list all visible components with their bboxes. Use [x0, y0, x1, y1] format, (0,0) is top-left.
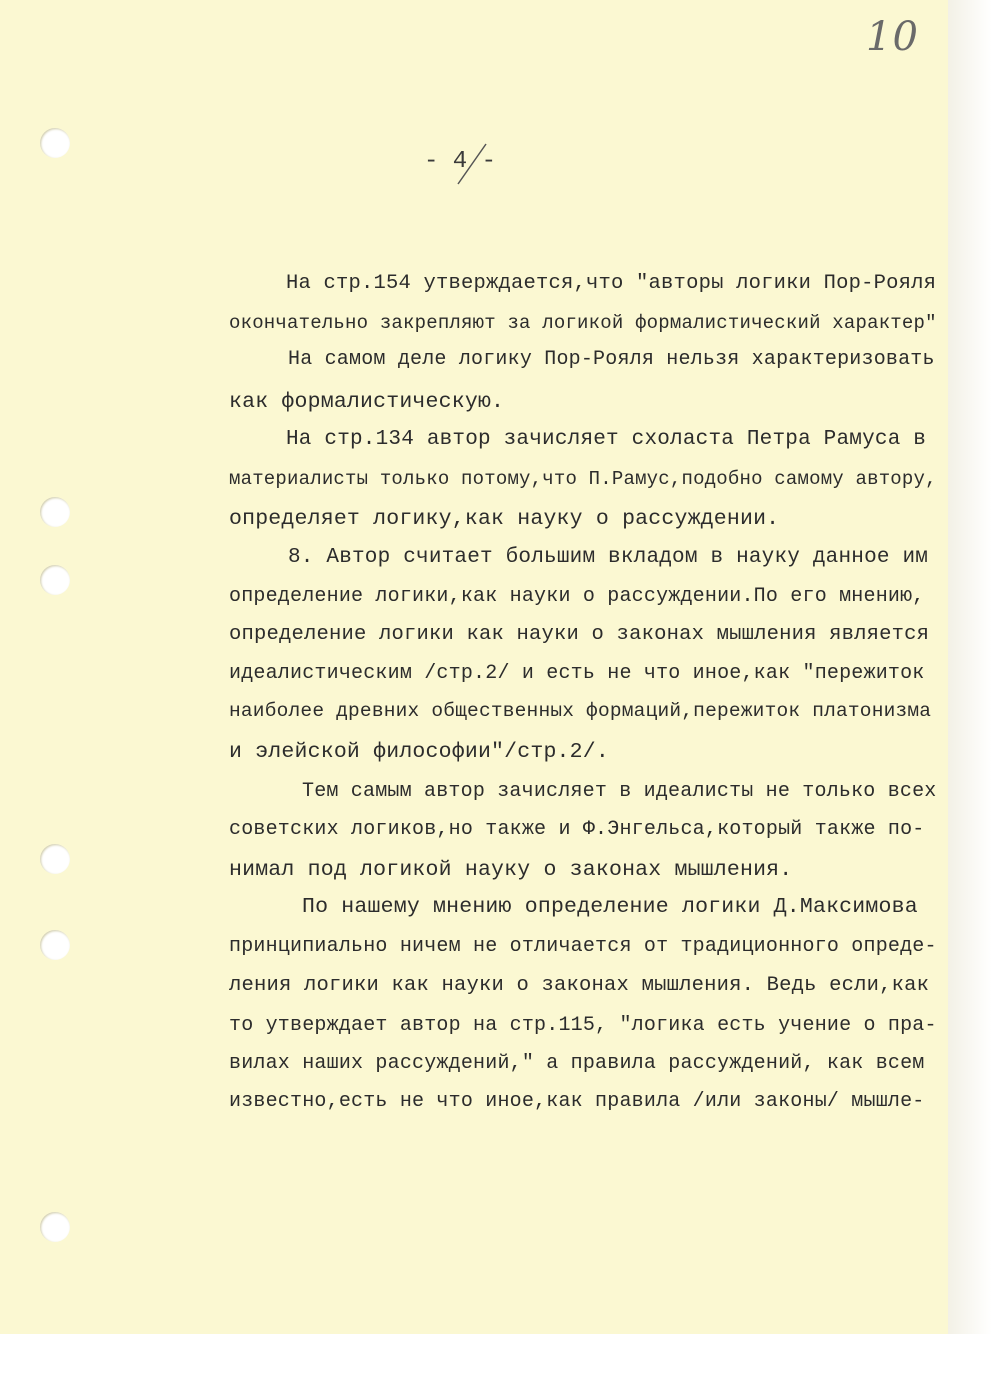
text-line: принципиально ничем не отличается от традиционного опреде- — [229, 935, 937, 958]
handwritten-folio-number: 10 — [866, 14, 919, 60]
text-line: определяет логику,как науку о рассуждении. — [229, 507, 780, 531]
text-line: определение логики,как науки о рассуждении.По его мнению, — [229, 585, 925, 608]
text-line: материалисты только потому,что П.Рамус,подобно самому автору, — [229, 468, 937, 490]
text-line: наиболее древних общественных формаций,пережиток платонизма — [229, 700, 932, 722]
punch-hole — [40, 128, 70, 158]
text-line: идеалистическим /стр.2/ и есть не что иное,как "пережиток — [229, 662, 925, 685]
text-line: советских логиков,но также и Ф.Энгельса,который также по- — [229, 818, 925, 841]
text-line: нимал под логикой науку о законах мышления. — [229, 858, 793, 882]
text-line: известно,есть не что иное,как правила /или законы/ мышле- — [229, 1090, 925, 1113]
pen-mark-icon — [452, 140, 492, 190]
text-line: вилах наших рассуждений," а правила рассуждений, как всем — [229, 1052, 925, 1075]
punch-hole — [40, 930, 70, 960]
text-line: По нашему мнению определение логики Д.Максимова — [302, 895, 918, 919]
punch-hole — [40, 565, 70, 595]
scan-margin-right — [948, 0, 992, 1400]
punch-hole — [40, 1212, 70, 1242]
scan-margin-bottom — [0, 1334, 992, 1400]
page-number: - 4 - — [423, 148, 496, 175]
text-line: как формалистическую. — [229, 390, 505, 414]
text-line: и элейской философии"/стр.2/. — [229, 740, 609, 764]
text-line: 8. Автор считает большим вкладом в науку данное им — [288, 546, 929, 569]
text-line: то утверждает автор на стр.115, "логика есть учение о пра- — [229, 1014, 937, 1037]
text-line: окончательно закрепляют за логикой формалистический характер" — [229, 312, 937, 334]
text-line: определение логики как науки о законах мышления является — [229, 623, 930, 646]
punch-hole — [40, 497, 70, 527]
text-line: На самом деле логику Пор-Рояля нельзя характеризовать — [288, 348, 935, 371]
text-line: На стр.134 автор зачисляет схоласта Петра Рамуса в — [286, 428, 927, 451]
text-line: Тем самым автор зачисляет в идеалисты не только всех — [302, 780, 937, 803]
punch-hole — [40, 844, 70, 874]
text-line: ления логики как науки о законах мышления. Ведь если,как — [229, 974, 930, 997]
text-line: На стр.154 утверждается,что "авторы логики Пор-Рояля — [286, 272, 937, 295]
